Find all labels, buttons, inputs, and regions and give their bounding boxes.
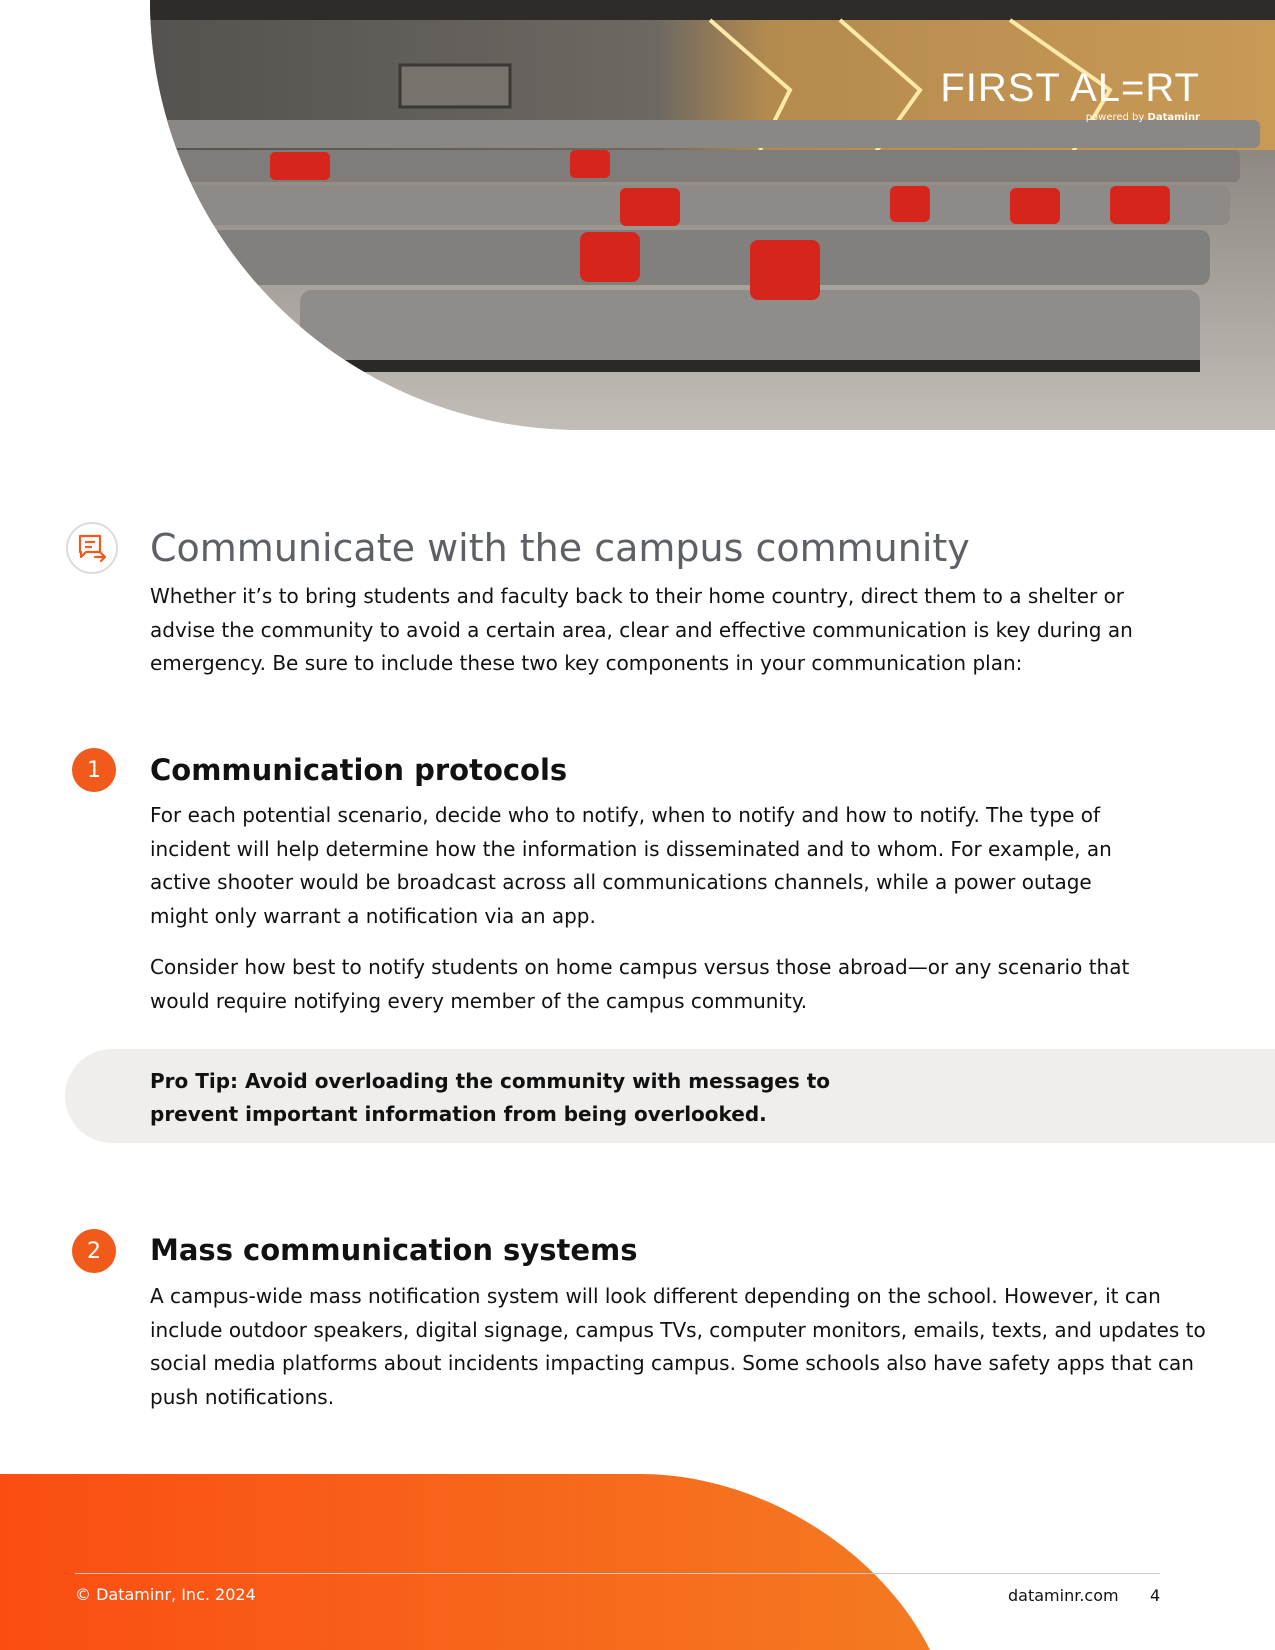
item-title-mass-communication-systems: Mass communication systems: [150, 1233, 638, 1267]
item-1-paragraph-1: For each potential scenario, decide who to notify, when to notify and how to notify. The type of incident will help determine how the information is disseminated and to whom. For example, an active shooter would be broadcast across all communications channels, while a power outage might only warrant a notification via an app.: [150, 803, 1112, 928]
auditorium-illustration: [150, 0, 1275, 430]
page-title: Communicate with the campus community: [150, 526, 970, 570]
pro-tip-label: Pro Tip:: [150, 1069, 239, 1093]
footer-orange-wave: [0, 1470, 1275, 1650]
step-number-2: 2: [72, 1229, 116, 1273]
hero-image: [150, 0, 1275, 430]
page-number: 4: [1150, 1586, 1161, 1605]
powered-by-text: powered by: [1085, 112, 1145, 123]
item-2-paragraph-1: A campus-wide mass notification system will look different depending on the school. However, it can include outdoor speakers, digital signage, campus TVs, computer monitors, emails, texts, and updates to social media platforms about incidents impacting campus. Some schools also have safety apps that can push notifications.: [150, 1284, 1206, 1409]
item-title-communication-protocols: Communication protocols: [150, 753, 568, 787]
copyright-text: © Dataminr, Inc. 2024: [75, 1585, 256, 1604]
message-forward-icon: [66, 522, 118, 574]
first-alert-logo: [940, 68, 1200, 123]
pro-tip-text: [150, 1065, 870, 1131]
website-link[interactable]: dataminr.com: [1008, 1586, 1119, 1605]
brand-name: FIRST AL=RT: [940, 66, 1200, 110]
message-forward-glyph: [76, 532, 108, 564]
intro-paragraph: Whether it’s to bring students and faculty back to their home country, direct them to a shelter or advise the community to avoid a certain area, clear and effective communication is key during an emergency. Be sure to include these two key components in your communication plan:: [150, 584, 1133, 675]
step-number-1: 1: [72, 748, 116, 792]
brand-powered-by: [940, 112, 1200, 123]
footer-divider: [75, 1573, 1160, 1574]
dataminr-logo: Dataminr: [1147, 112, 1200, 123]
pro-tip-callout: [65, 1049, 1275, 1143]
pro-tip-body: Avoid overloading the community with messages to prevent important information from being overlooked.: [150, 1069, 831, 1126]
item-1-paragraph-2: Consider how best to notify students on home campus versus those abroad—or any scenario that would require notifying every member of the campus community.: [150, 955, 1130, 1013]
